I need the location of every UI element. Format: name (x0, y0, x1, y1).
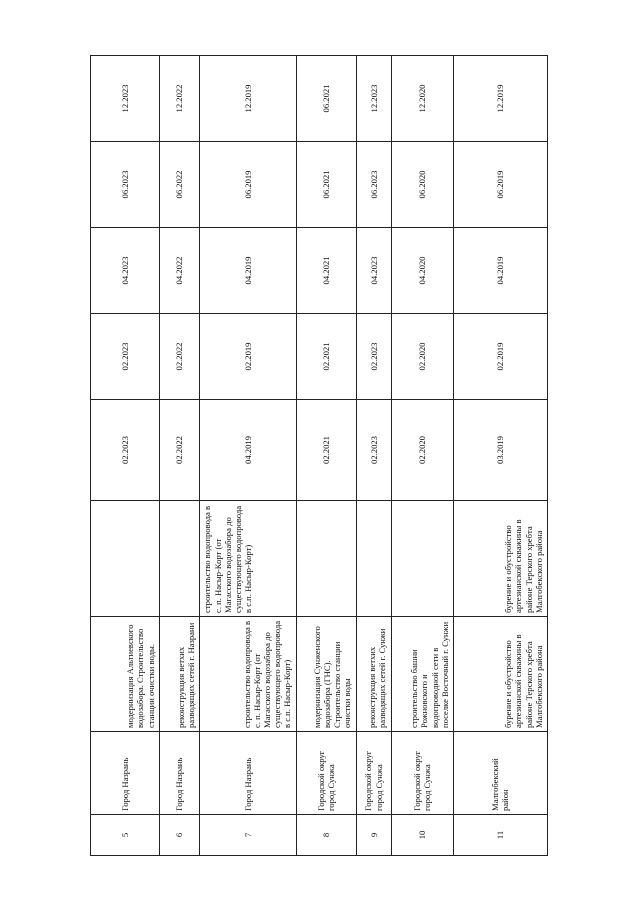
object-cell: строительство водопровода в с. п. Насыр-Корт (от Магасского водозабора до существующего водопровода в с.п. Насыр-Корт) (200, 617, 296, 732)
date-cell: 02.2023 (91, 400, 160, 501)
row-number: 6 (159, 815, 199, 856)
date-cell: 02.2019 (200, 314, 296, 400)
measure-cell: строительство водопровода в с. п. Насыр-Корт (от Магасского водозабора до существующего водопровода в с.п. Насыр-Корт) (200, 501, 296, 617)
table-row (296, 56, 356, 856)
date-cell: 06.2022 (159, 142, 199, 228)
date-cell: 02.2023 (356, 400, 391, 501)
table-row (453, 56, 547, 856)
date-cell: 12.2019 (200, 56, 296, 142)
date-cell: 06.2019 (453, 142, 547, 228)
table-row (356, 56, 391, 856)
schedule-table (90, 55, 548, 856)
object-cell: строительство башни Рожновского и водопроводной сети в поселке Восточный г. Сунжи (391, 617, 453, 732)
row-number: 8 (296, 815, 356, 856)
locality-cell: Город Назрань (91, 732, 160, 815)
date-cell: 06.2021 (296, 142, 356, 228)
date-cell: 04.2019 (200, 400, 296, 501)
object-cell: бурение и обустройство артезианской скважины в районе Терского хребта Малгобекского района (453, 617, 547, 732)
date-cell: 06.2023 (91, 142, 160, 228)
locality-cell: Городской округ город Сунжа (296, 732, 356, 815)
row-number: 5 (91, 815, 160, 856)
date-cell: 04.2019 (200, 228, 296, 314)
date-cell: 02.2021 (296, 400, 356, 501)
date-cell: 04.2022 (159, 228, 199, 314)
locality-cell: Город Назрань (200, 732, 296, 815)
object-cell: реконструкция ветхих разводящих сетей г. Назрани (159, 617, 199, 732)
date-cell: 02.2020 (391, 314, 453, 400)
object-cell: модернизация Альтиевского водозабора. Строительство станции очистки воды. (91, 617, 160, 732)
measure-cell (296, 501, 356, 617)
date-cell: 12.2022 (159, 56, 199, 142)
row-number: 11 (453, 815, 547, 856)
row-number: 7 (200, 815, 296, 856)
date-cell: 04.2023 (91, 228, 160, 314)
date-cell: 02.2023 (91, 314, 160, 400)
date-cell: 04.2019 (453, 228, 547, 314)
date-cell: 02.2019 (453, 314, 547, 400)
date-cell: 12.2023 (356, 56, 391, 142)
locality-cell: Малгобекский район (453, 732, 547, 815)
date-cell: 06.2023 (356, 142, 391, 228)
date-cell: 06.2020 (391, 142, 453, 228)
date-cell: 02.2021 (296, 314, 356, 400)
measure-cell (91, 501, 160, 617)
date-cell: 04.2021 (296, 228, 356, 314)
measure-cell (356, 501, 391, 617)
locality-cell: Городской округ город Сунжа (391, 732, 453, 815)
table-body (91, 56, 548, 856)
table-row (391, 56, 453, 856)
date-cell: 02.2022 (159, 400, 199, 501)
date-cell: 04.2020 (391, 228, 453, 314)
date-cell: 06.2021 (296, 56, 356, 142)
table-row (200, 56, 296, 856)
measure-cell (159, 501, 199, 617)
date-cell: 12.2019 (453, 56, 547, 142)
date-cell: 03.2019 (453, 400, 547, 501)
table-row (159, 56, 199, 856)
measure-cell: бурение и обустройство артезианской скважины в районе Терского хребта Малгобекского района (453, 501, 547, 617)
table-row (91, 56, 160, 856)
date-cell: 04.2023 (356, 228, 391, 314)
date-cell: 12.2020 (391, 56, 453, 142)
date-cell: 12.2023 (91, 56, 160, 142)
row-number: 9 (356, 815, 391, 856)
date-cell: 06.2019 (200, 142, 296, 228)
locality-cell: Город Назрань (159, 732, 199, 815)
locality-cell: Городской округ город Сунжа (356, 732, 391, 815)
row-number: 10 (391, 815, 453, 856)
date-cell: 02.2023 (356, 314, 391, 400)
rotated-document-page (90, 56, 548, 856)
object-cell: модернизация Сунженского водозабора (ГНС). Строительство станции очистки воды (296, 617, 356, 732)
measure-cell (391, 501, 453, 617)
object-cell: реконструкция ветхих разводящих сетей г. Сунжи (356, 617, 391, 732)
date-cell: 02.2020 (391, 400, 453, 501)
date-cell: 02.2022 (159, 314, 199, 400)
